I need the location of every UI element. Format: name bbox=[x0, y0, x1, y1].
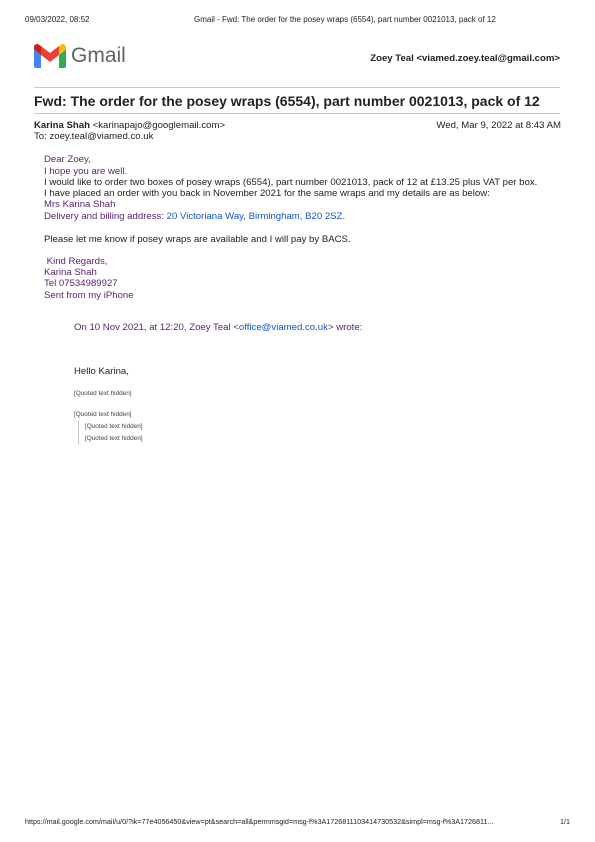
sender-email: <karinapajo@googlemail.com> bbox=[92, 120, 226, 131]
attribution-email-link[interactable]: office@viamed.co.uk bbox=[238, 322, 328, 333]
body-line-5: Please let me know if posey wraps are available and I will pay by BACS. bbox=[44, 234, 351, 245]
address-end: . bbox=[342, 211, 346, 222]
attribution-pre: On 10 Nov 2021, at 12:20, Zoey Teal < bbox=[74, 322, 239, 333]
quoted-text-hidden-2[interactable]: [Quoted text hidden] bbox=[74, 411, 132, 418]
divider-subject bbox=[34, 113, 560, 114]
body-line-4: Mrs Karina Shah bbox=[44, 199, 116, 210]
gmail-logo-icon bbox=[34, 44, 66, 68]
print-footer-url: https://mail.google.com/mail/u/0/?ik=77e4056450&view=pt&search=all&permmsgid=msg-f%3A1726811103414730532&simpl=msg-f%3A1726811... bbox=[25, 817, 494, 826]
divider-top bbox=[34, 87, 560, 88]
message-date: Wed, Mar 9, 2022 at 8:43 AM bbox=[436, 120, 561, 131]
address-label: Delivery and billing address: bbox=[44, 211, 167, 222]
body-line-2: I would like to order two boxes of posey wraps (6554), part number 0021013, pack of 12 at £13.25 plus VAT per box. bbox=[44, 177, 538, 188]
print-datetime: 09/03/2022, 08:52 bbox=[25, 15, 90, 24]
gmail-wordmark: Gmail bbox=[71, 44, 126, 67]
account-user: Zoey Teal <viamed.zoey.teal@gmail.com> bbox=[370, 53, 560, 64]
quote-indent-bar bbox=[78, 420, 79, 444]
print-page-title: Gmail - Fwd: The order for the posey wraps (6554), part number 0021013, pack of 12 bbox=[194, 15, 496, 24]
quoted-text-hidden-1[interactable]: [Quoted text hidden] bbox=[74, 390, 132, 397]
signature-device: Sent from my iPhone bbox=[44, 290, 134, 301]
quoted-text-hidden-4[interactable]: [Quoted text hidden] bbox=[85, 435, 143, 442]
body-line-1: I hope you are well. bbox=[44, 166, 128, 177]
signature-regards: Kind Regards, bbox=[44, 256, 108, 267]
address-link[interactable]: 20 Victoriana Way, Birmingham, B20 2SZ bbox=[166, 211, 343, 222]
sender-line bbox=[34, 120, 225, 132]
recipient-line: To: zoey.teal@viamed.co.uk bbox=[34, 131, 154, 142]
signature-phone: Tel 07534989927 bbox=[44, 278, 118, 289]
body-line-3: I have placed an order with you back in November 2021 for the same wraps and my details are as below: bbox=[44, 188, 490, 199]
quoted-greeting: Hello Karina, bbox=[74, 366, 129, 377]
body-greeting: Dear Zoey, bbox=[44, 154, 91, 165]
body-address bbox=[44, 211, 345, 223]
sender-name: Karina Shah bbox=[34, 120, 90, 131]
quoted-text-hidden-3[interactable]: [Quoted text hidden] bbox=[85, 423, 143, 430]
thread-subject: Fwd: The order for the posey wraps (6554), part number 0021013, pack of 12 bbox=[34, 93, 540, 109]
print-footer-page: 1/1 bbox=[560, 817, 570, 826]
quote-attribution bbox=[74, 322, 362, 334]
attribution-post: > wrote: bbox=[327, 322, 363, 333]
signature-name: Karina Shah bbox=[44, 267, 97, 278]
